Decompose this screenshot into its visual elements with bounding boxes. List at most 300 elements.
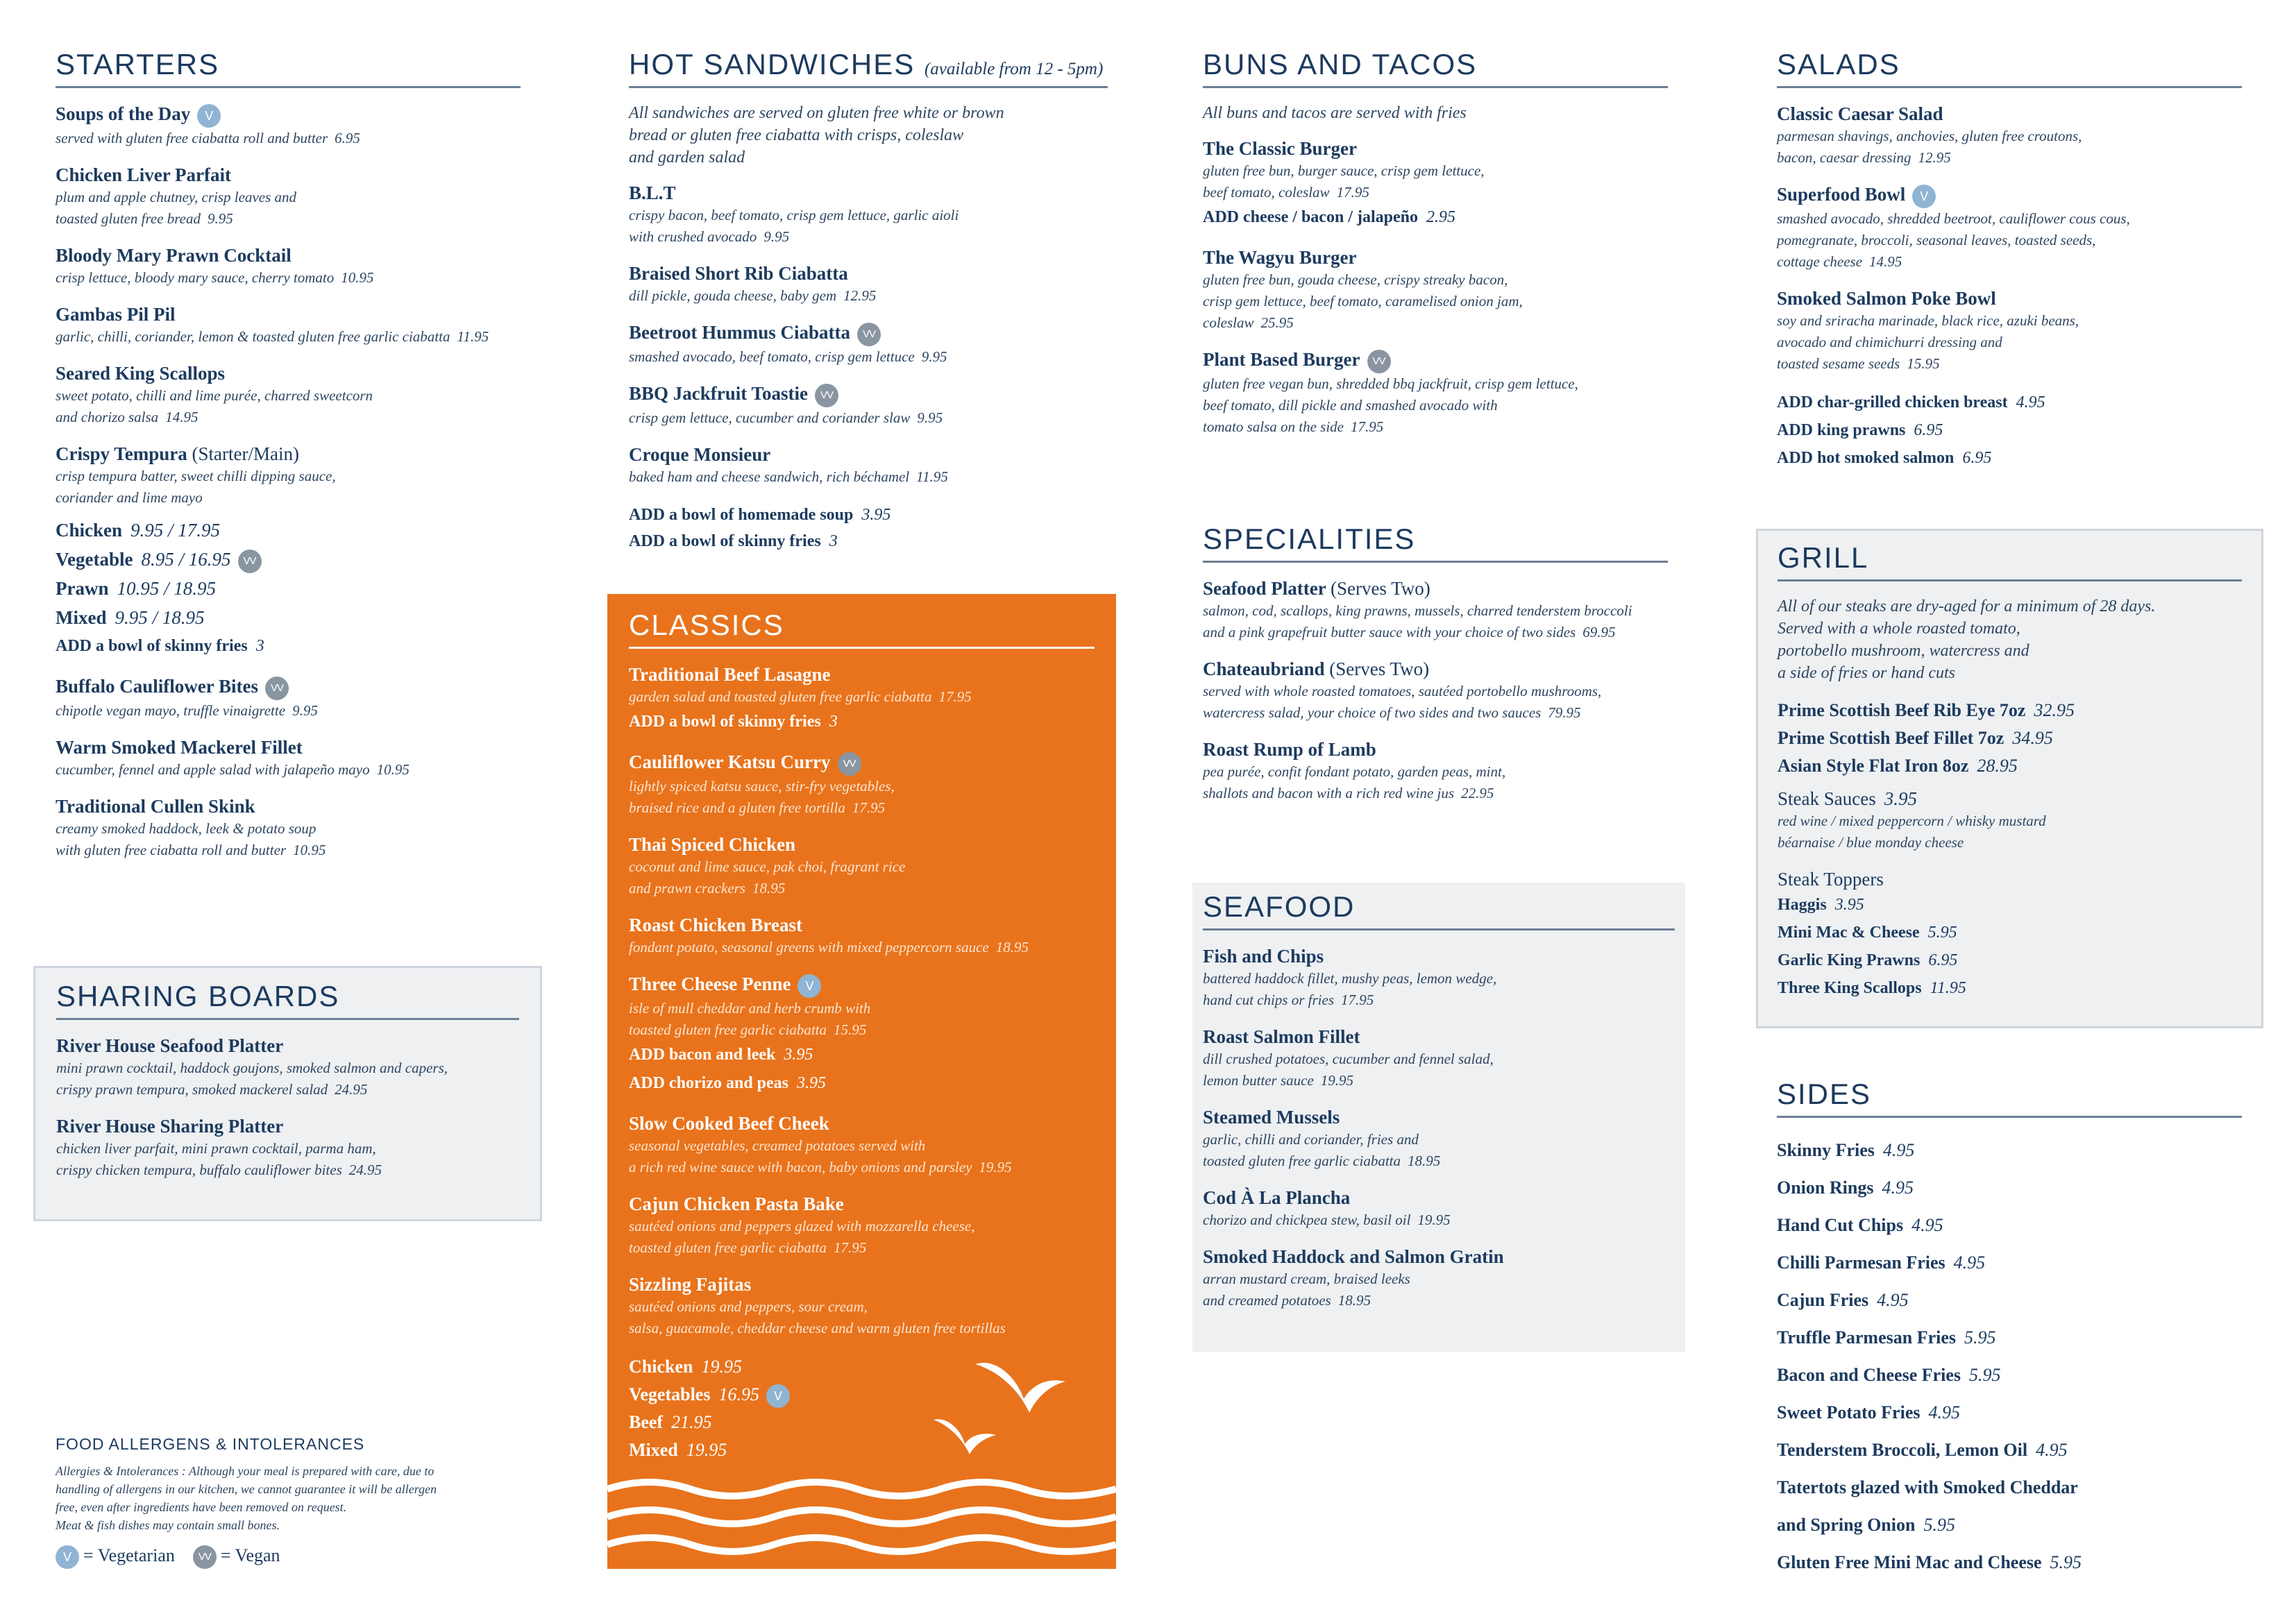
item-title: BBQ Jackfruit Toastie [629,382,809,404]
line-name: Vegetables [629,1384,711,1404]
line-name: Asian Style Flat Iron 8oz [1778,756,1969,776]
item-description [1203,1209,1675,1231]
line-name: Hand Cut Chips [1777,1215,1904,1235]
item-description [1203,182,1668,203]
line-price: 11.95 [1930,979,1966,997]
line-name: Chicken [629,1356,693,1377]
item-price: 10.95 [376,760,410,778]
menu-item [1203,1025,1675,1091]
description-text: pomegranate, broccoli, seasonal leaves, toasted seeds, [1777,231,2096,248]
item-name [629,972,1095,998]
item-name [56,102,521,128]
item-title: Fish and Chips [1203,946,1324,967]
description-text: mini prawn cocktail, haddock goujons, smoked salmon and capers, [56,1060,448,1076]
item-name [1203,137,1668,160]
tempura-note: (Starter/Main) [192,443,299,464]
menu-item [56,442,521,509]
description-text: chicken liver parfait, mini prawn cocktail, parma ham, [56,1140,376,1157]
line-price: 4.95 [1911,1215,1943,1235]
item-price: 12.95 [1918,149,1951,166]
menu-item [1203,348,1668,438]
buns-tacos-intro [1203,102,1668,124]
side-line [1777,1244,2242,1282]
description-text: and a pink grapefruit butter sauce with your choice of two sides [1203,624,1576,640]
item-description [629,1216,1095,1237]
steak-line [1778,752,2242,780]
line-name: Three King Scallops [1778,979,1922,997]
item-description [629,407,1108,429]
option-line [56,516,521,545]
description-text: a rich red wine sauce with bacon, baby onions and parsley [629,1158,972,1175]
line-name: Gluten Free Mini Mac and Cheese [1777,1552,2042,1572]
item-description [629,797,1095,819]
line-price: 16.95 [718,1384,759,1404]
item-title: Chateaubriand [1203,658,1325,679]
item-description [1777,332,2242,353]
description-text: arran mustard cream, braised leeks [1203,1271,1410,1287]
line-name: Sweet Potato Fries [1777,1402,1921,1422]
item-description [1203,1150,1675,1172]
sides-heading: SIDES [1777,1080,2242,1118]
description-text: seasonal vegetables, creamed potatoes served with [629,1137,926,1154]
menu-item [56,1114,519,1181]
addon-name: ADD cheese / bacon / jalapeño [1203,208,1418,226]
description-text: gluten free vegan bun, shredded bbq jackfruit, crisp gem lettuce, [1203,375,1578,392]
option-line [56,603,521,632]
item-description [1203,1070,1675,1091]
item-price: 18.95 [1337,1292,1371,1309]
item-price: 18.95 [995,938,1029,955]
item-price: 10.95 [293,841,326,858]
seafood-section [1192,883,1685,1352]
side-line [1777,1132,2242,1169]
text-line: bread or gluten free ciabatta with crisps, coleslaw [629,126,964,144]
description-text: toasted gluten free garlic ciabatta [1203,1153,1401,1169]
sharing-boards-section [33,966,542,1221]
item-description [56,326,521,348]
topper-line [1778,946,2242,974]
grill-steaks [1778,697,2242,780]
description-text: toasted gluten free bread [56,210,201,227]
item-name [56,244,521,267]
item-name [1203,738,1668,761]
description-text: baked ham and cheese sandwich, rich béchamel [629,468,910,485]
menu-item [629,1273,1095,1339]
description-text: parmesan shavings, anchovies, gluten free croutons, [1777,128,2082,144]
steak-sauces-description [1778,810,2242,853]
item-description [1777,251,2242,273]
topper-line [1778,919,2242,946]
line-name: Chicken [56,519,123,541]
item-title: Traditional Cullen Skink [56,795,255,817]
item-name [629,833,1095,856]
item-price: 17.95 [1336,184,1369,201]
line-name: Bacon and Cheese Fries [1777,1365,1961,1385]
item-description [629,1237,1095,1259]
item-description [56,840,521,861]
tempura-options [56,516,521,632]
vegetarian-badge: V [797,974,821,998]
menu-item [629,972,1095,1098]
item-description [1203,989,1675,1011]
menu-item [629,833,1095,899]
item-title: Roast Rump of Lamb [1203,739,1376,760]
item-price: 19.95 [1417,1212,1451,1228]
item-price: 9.95 [763,228,790,245]
line-name: ADD char-grilled chicken breast [1777,393,2008,411]
item-title: Bloody Mary Prawn Cocktail [56,244,292,266]
item-price: 25.95 [1260,314,1294,331]
description-text: garden salad and toasted gluten free garlic ciabatta [629,688,932,705]
hot-sandwiches-addons [629,502,1108,554]
line-price: 28.95 [1977,756,2018,776]
text-line: a side of fries or hand cuts [1778,664,1955,682]
seagull-waves-illustration [607,1350,1116,1569]
item-title: Traditional Beef Lasagne [629,664,831,685]
steak-sauces [1778,787,2242,853]
item-description [56,700,521,722]
line-price: 5.95 [1969,1365,2001,1385]
menu-item [1203,738,1668,804]
item-price: 14.95 [165,408,199,425]
description-text: served with whole roasted tomatoes, sautéed portobello mushrooms, [1203,683,1602,699]
menu-item [629,1112,1095,1178]
item-description [1203,1290,1675,1311]
line-price: 5.95 [2050,1552,2082,1572]
topper-line [1778,891,2242,919]
line-price: 32.95 [2034,700,2075,720]
menu-item [1203,1105,1675,1172]
menu-item [56,736,521,781]
description-text: crisp lettuce, bloody mary sauce, cherry tomato [56,269,335,286]
description-text: soy and sriracha marinade, black rice, azuki beans, [1777,312,2079,329]
item-name [1777,182,2242,208]
description-text: toasted sesame seeds [1777,355,1900,372]
item-price: 69.95 [1582,624,1616,640]
item-description [1777,310,2242,332]
line-name: Onion Rings [1777,1178,1874,1198]
item-title: Smoked Haddock and Salmon Gratin [1203,1246,1504,1267]
item-title: Classic Caesar Salad [1777,103,1943,124]
description-text: crisp gem lettuce, cucumber and coriander slaw [629,409,911,426]
description-text: toasted gluten free garlic ciabatta [629,1239,827,1256]
wave-line-2 [607,1510,1116,1524]
item-name [56,794,521,818]
vegetarian-badge: V [1912,185,1936,208]
text-line: red wine / mixed peppercorn / whisky mustard [1778,813,2046,829]
item-title: Superfood Bowl [1777,184,1906,205]
description-text: beef tomato, dill pickle and smashed avocado with [1203,396,1498,414]
item-price: 24.95 [335,1081,368,1098]
menu-item [629,663,1095,736]
seafood-heading: SEAFOOD [1203,892,1675,931]
line-price: 9.95 / 18.95 [115,606,205,628]
description-text: coleslaw [1203,314,1254,331]
item-description [56,1079,519,1101]
vegan-badge: VV [857,323,881,346]
line-name: ADD a bowl of skinny fries [629,532,821,550]
item-title: Cauliflower Katsu Curry [629,751,831,772]
addon-line [1777,416,2242,444]
grill-intro [1778,595,2242,684]
line-name: Mixed [56,606,107,628]
line-price: 34.95 [2012,728,2053,748]
salads-addons [1777,389,2242,472]
description-text: and creamed potatoes [1203,1292,1331,1309]
addon-price: 3 [255,636,264,655]
description-text: crisp gem lettuce, beef tomato, caramelised onion jam, [1203,293,1523,309]
item-description [1203,761,1668,783]
description-text: cottage cheese [1777,253,1863,270]
item-description [629,226,1108,248]
addon-line [629,502,1108,528]
seagull-large-icon [975,1363,1065,1413]
addon-name: ADD a bowl of skinny fries [629,713,821,731]
item-name [629,913,1095,937]
buns-tacos-section [1203,50,1668,452]
item-price: 18.95 [752,879,786,897]
line-price: 19.95 [686,1439,727,1460]
item-name [56,442,521,466]
item-title: River House Seafood Platter [56,1035,284,1056]
item-name [629,1112,1095,1135]
description-text: chorizo and chickpea stew, basil oil [1203,1212,1411,1228]
item-description [629,285,1108,307]
steak-sauces-name [1778,787,2242,810]
item-name [629,382,1108,407]
line-price: 3 [829,532,838,550]
item-price: 15.95 [1907,355,1940,372]
line-price: 4.95 [1882,1178,1914,1198]
item-name [56,1034,519,1057]
item-title: Seafood Platter [1203,578,1326,599]
description-text: dill pickle, gouda cheese, baby gem [629,287,837,304]
item-title: Sizzling Fajitas [629,1273,752,1295]
item-description [56,128,521,149]
side-line [1777,1394,2242,1431]
item-title: Steamed Mussels [1203,1107,1340,1128]
menu-item [629,443,1108,488]
salads-heading: SALADS [1777,50,2242,88]
salads-section [1777,50,2242,472]
menu-item [56,244,521,289]
line-price: 8.95 / 16.95 [141,548,231,570]
item-title: Beetroot Hummus Ciabatta [629,322,850,343]
item-description [1777,147,2242,169]
item-title: Roast Chicken Breast [629,914,803,935]
item-title: Thai Spiced Chicken [629,833,796,855]
line-price: 5.95 [1964,1327,1996,1348]
item-price: 17.95 [852,799,886,816]
text-line: béarnaise / blue monday cheese [1778,834,1964,851]
item-price: 11.95 [916,468,948,485]
menu-item [56,794,521,861]
classics-section [607,594,1116,1569]
item-price: 9.95 [921,348,947,365]
specialities-section [1203,522,1668,818]
description-text: tomato salsa on the side [1203,418,1344,435]
line-name: ADD king prawns [1777,420,1906,439]
item-description [629,1318,1095,1339]
item-title: Cod À La Plancha [1203,1187,1351,1208]
menu-item [56,1034,519,1101]
description-text: creamy smoked haddock, leek & potato soup [56,819,316,837]
item-description [1203,373,1668,395]
item-price: 11.95 [457,328,489,345]
vegan-badge: VV [838,752,861,776]
menu-item [1203,1186,1675,1231]
menu-item [1203,944,1675,1011]
menu-item [56,362,521,428]
line-name: Beef [629,1411,664,1432]
addon-line [1777,389,2242,416]
buns-tacos-heading: BUNS AND TACOS [1203,50,1668,88]
line-name: Cajun Fries [1777,1290,1869,1310]
line-price: 5.95 [1923,1515,1955,1535]
text-line: All of our steaks are dry-aged for a minimum of 28 days. [1778,597,2156,615]
item-description [629,205,1108,226]
description-text: sautéed onions and peppers glazed with mozzarella cheese, [629,1217,975,1234]
item-name [56,674,521,700]
description-text: with gluten free ciabatta roll and butter [56,841,287,858]
line-price: 6.95 [1914,420,1943,439]
item-description [1203,160,1668,182]
item-title: River House Sharing Platter [56,1116,284,1137]
item-name [56,303,521,326]
line-price: 3.95 [861,505,891,524]
description-text: gluten free bun, gouda cheese, crispy streaky bacon, [1203,271,1508,288]
item-description [629,776,1095,797]
item-name [629,663,1095,686]
item-description [56,267,521,289]
item-description [629,998,1095,1019]
addon-line [629,528,1108,554]
line-price: 10.95 / 18.95 [117,577,217,599]
description-text: hand cut chips or fries [1203,992,1334,1008]
item-price: 15.95 [834,1021,867,1038]
item-description [1203,1129,1675,1150]
line-name: Mini Mac & Cheese [1778,924,1920,942]
item-description [1203,312,1668,334]
starters-heading: STARTERS [56,50,521,88]
addon-price: 3 [829,713,838,731]
hot-sandwiches-list [629,181,1108,488]
item-price: 19.95 [1320,1072,1354,1089]
item-title: Smoked Salmon Poke Bowl [1777,287,1996,309]
item-title: Gambas Pil Pil [56,303,176,325]
steak-sauces-label: Steak Sauces [1778,788,1876,809]
item-description [1203,1268,1675,1290]
item-description [1203,1048,1675,1070]
item-description [1203,968,1675,989]
menu-item [629,262,1108,307]
description-text: pea purée, confit fondant potato, garden peas, mint, [1203,763,1506,780]
addon-name: ADD a bowl of skinny fries [56,636,248,655]
addon-line [56,632,521,661]
side-line [1777,1319,2242,1357]
text-line: handling of allergens in our kitchen, we cannot guarantee it will be allergen [56,1482,437,1496]
addon-price: 2.95 [1426,208,1455,226]
item-description [629,686,1095,708]
item-title: Warm Smoked Mackerel Fillet [56,736,303,758]
item-title: Seared King Scallops [56,362,226,384]
menu-item [629,913,1095,958]
menu-item [1203,577,1668,643]
item-description [1203,395,1668,416]
item-description [1203,269,1668,291]
item-description [56,208,521,230]
text-line: Served with a whole roasted tomato, [1778,620,2020,638]
item-name [1203,246,1668,269]
grill-section [1756,529,2263,1028]
line-name: Mixed [629,1439,678,1460]
description-text: battered haddock fillet, mushy peas, lemon wedge, [1203,970,1497,987]
item-name [1203,944,1675,968]
item-description [56,1159,519,1181]
sharing-boards-list [56,1034,519,1181]
description-text: toasted gluten free garlic ciabatta [629,1021,827,1038]
allergens-heading: FOOD ALLERGENS & INTOLERANCES [56,1435,365,1453]
item-name [629,321,1108,346]
item-description [1203,783,1668,804]
line-name: Truffle Parmesan Fries [1777,1327,1956,1348]
vegan-badge: VV [265,677,289,700]
line-name: ADD a bowl of homemade soup [629,505,854,524]
item-name [629,443,1108,466]
item-name [56,163,521,187]
description-text: bacon, caesar dressing [1777,149,1911,166]
menu-item [56,303,521,348]
item-price: 19.95 [979,1158,1012,1175]
item-description [1777,230,2242,251]
line-price: 19.95 [701,1356,742,1377]
item-description [1203,681,1668,702]
description-text: and chorizo salsa [56,408,159,425]
item-name [1203,1245,1675,1268]
description-text: watercress salad, your choice of two sides and two sauces [1203,704,1542,721]
description-text: chipotle vegan mayo, truffle vinaigrette [56,702,286,719]
steak-line [1778,724,2242,752]
item-name [629,1192,1095,1216]
item-title: Soups of the Day [56,103,191,124]
text-line: crisp tempura batter, sweet chilli dipping sauce, [56,467,336,484]
item-description [56,466,521,509]
vegetarian-badge: V [766,1384,790,1408]
line-price: 4.95 [1882,1140,1915,1160]
item-description [629,466,1108,488]
item-name [56,736,521,759]
description-text: fondant potato, seasonal greens with mixed peppercorn sauce [629,938,989,955]
item-description [1777,126,2242,147]
item-price: 9.95 [292,702,318,719]
addon-line [1777,444,2242,472]
description-text: gluten free bun, burger sauce, crisp gem lettuce, [1203,162,1485,179]
seafood-list [1203,944,1675,1311]
line-name: Haggis [1778,896,1827,914]
line-price: 3.95 [1834,896,1864,914]
item-name [1203,1105,1675,1129]
item-description [1203,416,1668,438]
item-name [629,1273,1095,1296]
addon-name: ADD bacon and leek [629,1045,776,1064]
item-price: 17.95 [1341,992,1374,1008]
item-title: The Wagyu Burger [1203,247,1357,268]
addon-line [1203,203,1668,232]
item-name [1203,577,1668,600]
addon-name: ADD chorizo and peas [629,1073,789,1092]
item-description [629,1135,1095,1157]
item-price: 79.95 [1548,704,1581,721]
